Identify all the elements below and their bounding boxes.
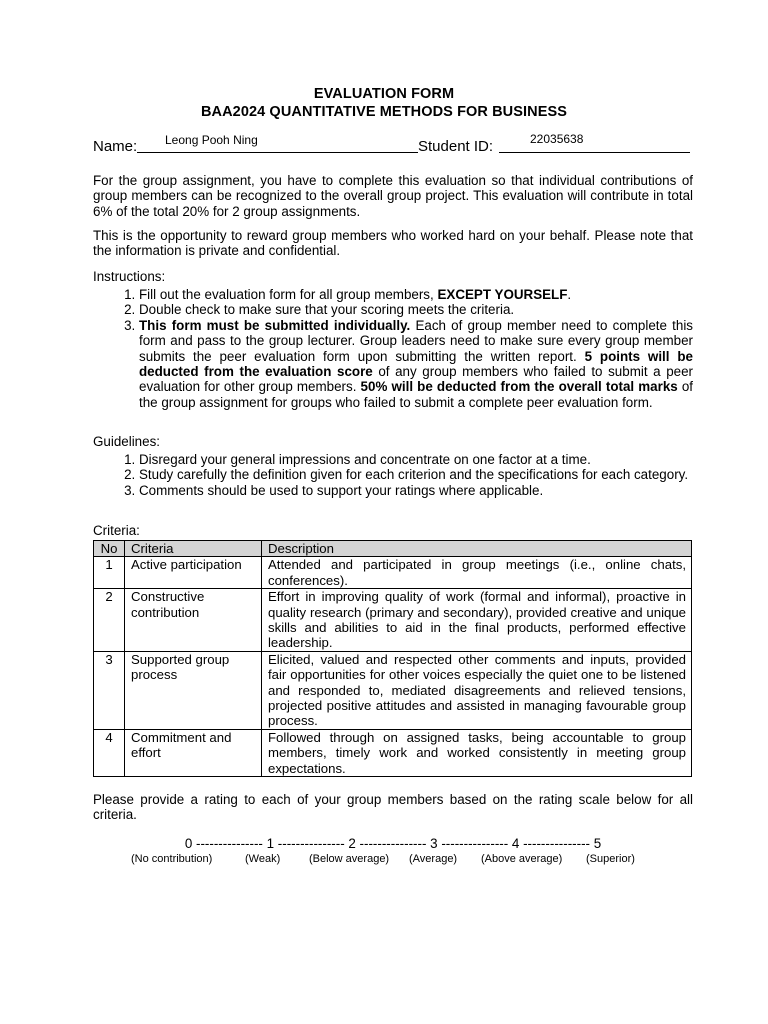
intro-paragraph: For the group assignment, you have to complete this evaluation so that individual contributions of group members can be recognized to the overall group project. This evaluation will contribute in total 6% of the total 20% for 2 group assignments. [93,173,693,219]
row-criteria: Commitment and effort [125,729,262,776]
table-row [94,729,692,776]
row-criteria: Supported group process [125,651,262,729]
row-description: Attended and participated in group meetings (i.e., online chats, conferences). [262,557,692,589]
name-value[interactable]: Leong Pooh Ning [165,133,258,147]
row-description: Effort in improving quality of work (formal and informal), proactive in quality research (primary and secondary), provided creative and unique skills and abilities to aid in the final products, performed effective leadership. [262,589,692,652]
guideline-item: 2. Study carefully the definition given for each criterion and the specifications for each category. [139,467,693,482]
guidelines-list [93,452,693,498]
table-row [94,589,692,652]
guidelines-heading: Guidelines: [93,434,160,449]
rating-scale-line: 0 --------------- 1 --------------- 2 --------------- 3 --------------- 4 --------------- 5 [184,836,602,851]
student-id-label: Student ID: [418,138,494,155]
row-criteria: Constructive contribution [125,589,262,652]
instructions-heading: Instructions: [93,269,166,284]
criteria-table [93,540,692,777]
form-title: EVALUATION FORM [313,86,455,102]
course-title: BAA2024 QUANTITATIVE METHODS FOR BUSINESS [200,104,568,120]
row-no: 2 [94,589,125,652]
name-student-id-row [93,134,693,158]
guideline-item: 3. Comments should be used to support your ratings where applicable. [139,483,693,498]
rating-paragraph: Please provide a rating to each of your group members based on the rating scale below for all criteria. [93,792,693,823]
scale-label-4: (Above average) [481,853,563,865]
guideline-item: 1. Disregard your general impressions and concentrate on one factor at a time. [139,452,693,467]
opportunity-paragraph: This is the opportunity to reward group members who worked hard on your behalf. Please note that the information is private and confidential. [93,228,693,259]
column-header-criteria: Criteria [125,541,262,557]
row-criteria: Active participation [125,557,262,589]
row-no: 3 [94,651,125,729]
row-no: 4 [94,729,125,776]
table-row [94,651,692,729]
criteria-heading: Criteria: [93,523,140,538]
scale-label-3: (Average) [409,853,458,865]
scale-label-5: (Superior) [586,853,635,865]
name-underline [137,152,418,153]
table-row [94,557,692,589]
instructions-list [93,287,693,410]
table-header-row [94,541,692,557]
scale-label-2: (Below average) [309,853,390,865]
instruction-item: 2. Double check to make sure that your scoring meets the criteria. [139,302,693,317]
scale-label-0: (No contribution) [131,853,213,865]
row-description: Followed through on assigned tasks, being accountable to group members, timely work and worked consistently in meeting group expectations. [262,729,692,776]
row-no: 1 [94,557,125,589]
column-header-no: No [94,541,125,557]
column-header-description: Description [262,541,692,557]
student-id-value[interactable]: 22035638 [530,132,584,146]
row-description: Elicited, valued and respected other comments and inputs, provided fair opportunities for other voices especially the quiet one to be listened and responded to, mediated disagreements and relieved tensions, projected positive attitudes and assisted in managing favourable group process. [262,651,692,729]
student-id-underline [499,152,690,153]
scale-label-1: (Weak) [245,853,281,865]
instruction-item: 3. This form must be submitted individually. Each of group member need to complete this form and pass to the group lecturer. Group leaders need to make sure every group member submits the peer evaluation form upon submitting the written report. 5 points will be deducted from the evaluation score of any group members who failed to submit a peer evaluation for other group members. 50% will be deducted from the overall total marks of the group assignment for groups who failed to submit a complete peer evaluation form. [139,318,693,410]
name-label: Name: [93,138,138,155]
instruction-item: 1. Fill out the evaluation form for all group members, EXCEPT YOURSELF. [139,287,693,302]
